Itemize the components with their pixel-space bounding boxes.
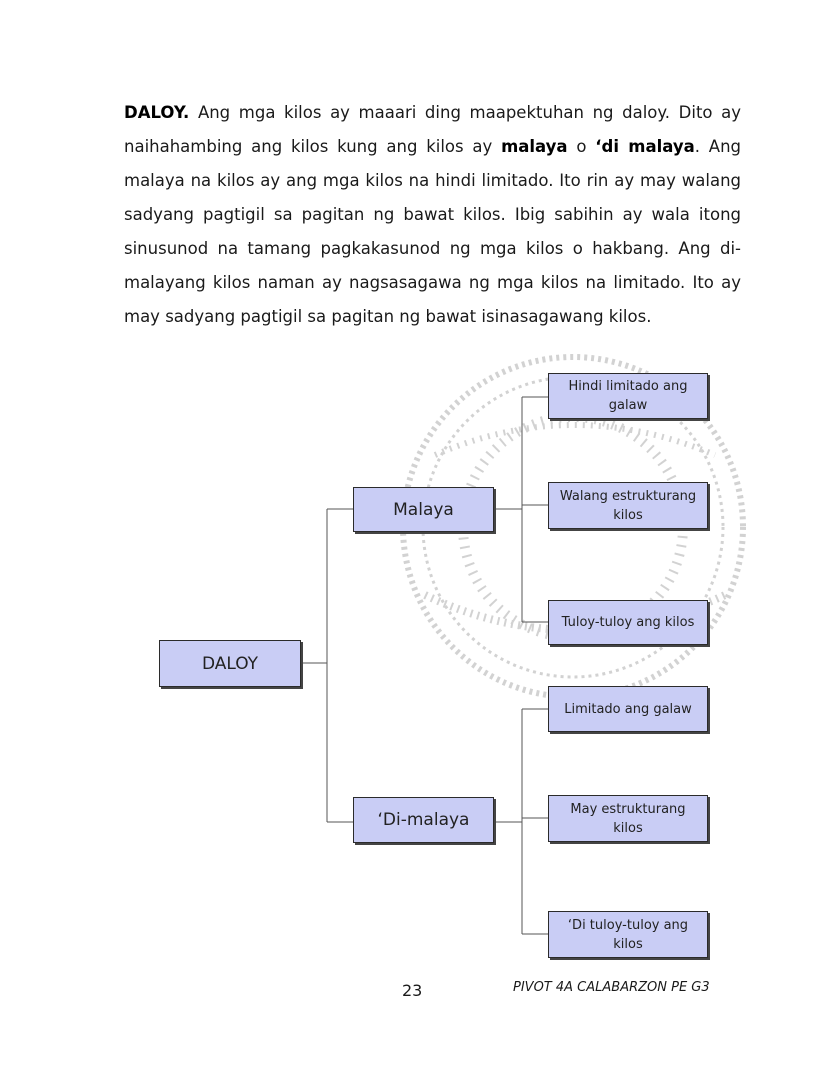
- node-malaya: Malaya: [353, 487, 494, 532]
- series-label: PIVOT 4A CALABARZON PE G3: [513, 980, 710, 995]
- paragraph-text-2: o: [567, 137, 596, 156]
- paragraph-text-1: Ang mga kilos ay maaari ding maapektuhan ng daloy. Dito ay naihahambing ang kilos kung ang kilos ay: [124, 103, 741, 156]
- leaf-hindi-limitado: Hindi limitado ang galaw: [548, 373, 708, 419]
- node-daloy: DALOY: [159, 640, 301, 687]
- leaf-di-tuloy-tuloy: ‘Di tuloy-tuloy ang kilos: [548, 911, 708, 958]
- paragraph-heading: DALOY.: [124, 103, 190, 122]
- leaf-tuloy-tuloy: Tuloy-tuloy ang kilos: [548, 600, 708, 645]
- node-di-malaya: ‘Di-malaya: [353, 797, 494, 843]
- paragraph-text-3: . Ang malaya na kilos ay ang mga kilos na hindi limitado. Ito rin ay may walang sadyang pagtigil sa pagitan ng bawat kilos. Ibig sabihin ay wala itong sinusunod na tamang pagkakasunod ng mga kilos o hakbang. Ang di-malayang kilos naman ay nagsasagawa ng mga kilos na limitado. Ito ay may sadyang pagtigil sa pagitan ng bawat isinasagawang kilos.: [124, 137, 742, 326]
- term-di-malaya: ‘di malaya: [595, 137, 695, 156]
- term-malaya: malaya: [501, 137, 568, 156]
- leaf-may-estruktura: May estrukturang kilos: [548, 795, 708, 842]
- leaf-walang-estruktura: Walang estrukturang kilos: [548, 482, 708, 529]
- leaf-limitado: Limitado ang galaw: [548, 686, 708, 732]
- page-number: 23: [402, 981, 423, 1000]
